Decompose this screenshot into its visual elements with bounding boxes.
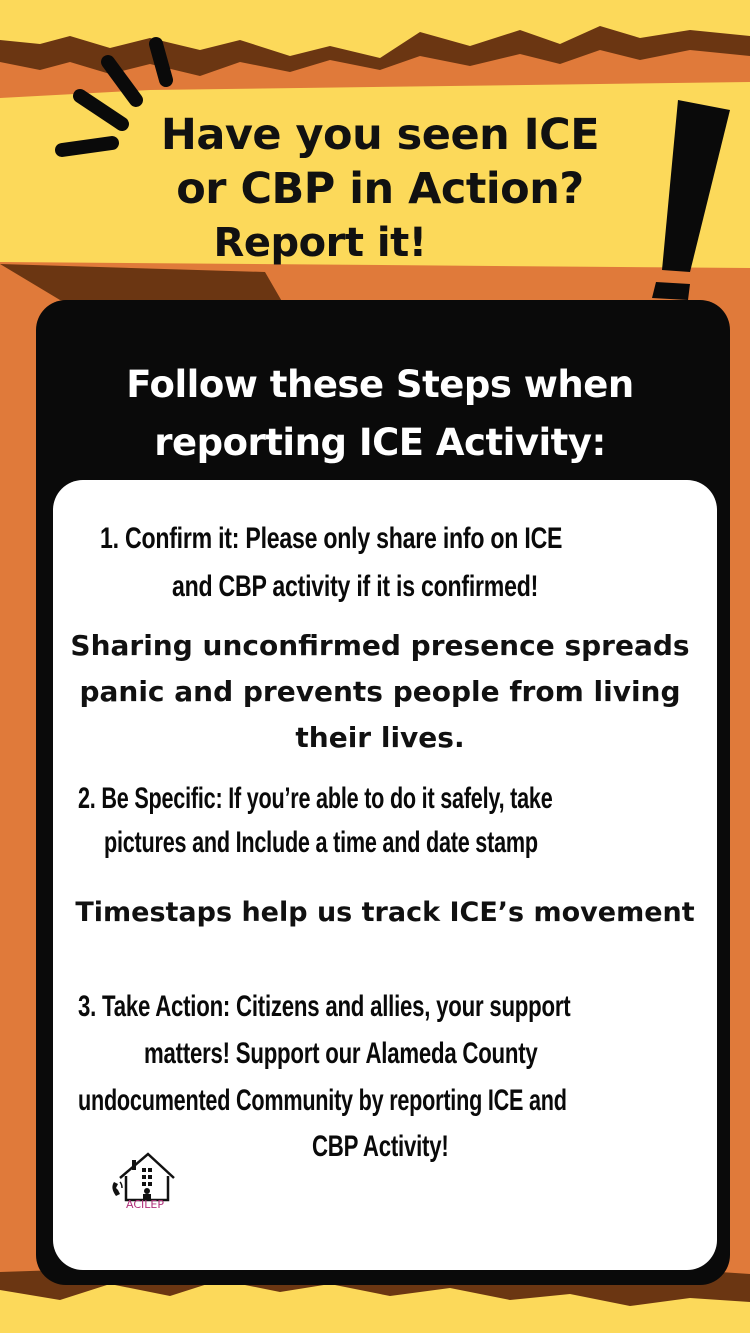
step-2-heading-line-2: pictures and Include a time and date stamp — [104, 826, 538, 859]
headline-line-3: Report it! — [213, 220, 427, 266]
step-1-heading-line-2: and CBP activity if it is confirmed! — [172, 570, 539, 603]
headline — [70, 108, 690, 270]
step-3-line-4: CBP Activity! — [312, 1130, 449, 1163]
panel-title-line-1: Follow these Steps when — [126, 363, 634, 406]
step-3-line-2: matters! Support our Alameda County — [144, 1037, 538, 1070]
headline-line-1: Have you seen ICE — [160, 110, 600, 160]
panel-title — [60, 356, 700, 472]
step-1-note-line-1: Sharing unconfirmed presence spreads — [70, 629, 690, 662]
step-1-heading-line-1: 1. Confirm it: Please only share info on ICE — [100, 522, 563, 555]
logo-text: ACILEP — [126, 1198, 164, 1211]
step-3-line-1: 3. Take Action: Citizens and allies, your support — [78, 990, 571, 1023]
step-2-note: Timestaps help us track ICE’s movement — [75, 897, 695, 928]
step-2-heading-line-1: 2. Be Specific: If you’re able to do it safely, take — [78, 782, 553, 815]
step-1-note-line-3: their lives. — [295, 721, 465, 754]
panel-title-line-2: reporting ICE Activity: — [154, 421, 606, 464]
step-1-note-line-2: panic and prevents people from living — [79, 675, 681, 708]
step-3-line-3: undocumented Community by reporting ICE and — [78, 1084, 567, 1117]
headline-line-2: or CBP in Action? — [176, 164, 584, 214]
